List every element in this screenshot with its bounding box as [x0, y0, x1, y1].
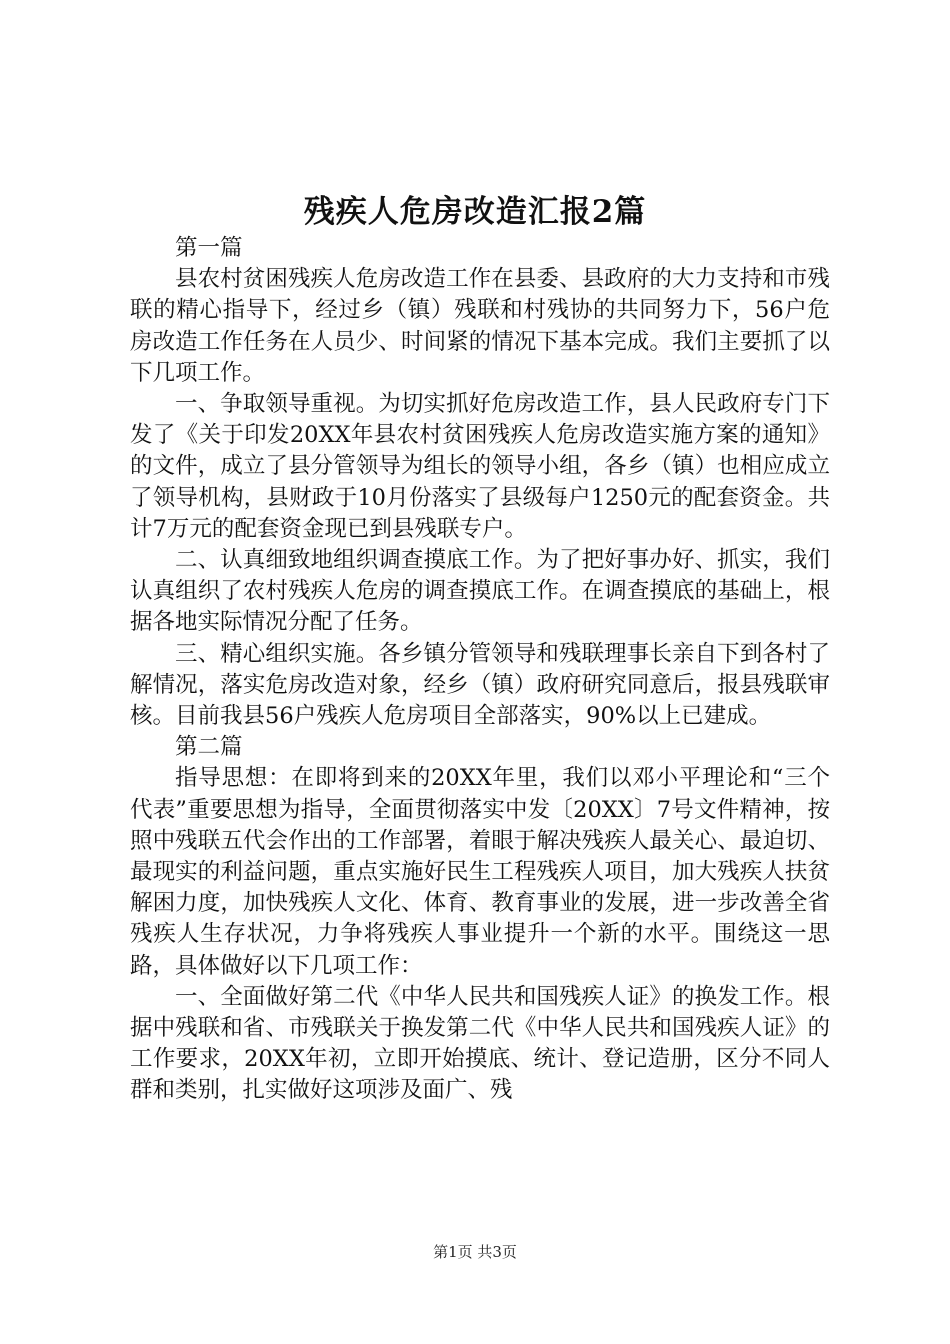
section-heading-1: 第一篇 — [175, 235, 243, 261]
paragraph: 二、认真细致地组织调查摸底工作。为了把好事办好、抓实，我们认真组织了农村残疾人危房的调查摸底工作。在调查摸底的基础上，根据各地实际情况分配了任务。 — [130, 547, 830, 636]
paragraph: 一、全面做好第二代《中华人民共和国残疾人证》的换发工作。根据中残联和省、市残联关于换发第二代《中华人民共和国残疾人证》的工作要求，20XX年初，立即开始摸底、统计、登记造册，区分不同人群和类别，扎实做好这项涉及面广、残 — [130, 983, 830, 1104]
document-body — [130, 233, 830, 1107]
paragraph: 指导思想：在即将到来的20XX年里，我们以邓小平理论和“三个代表”重要思想为指导，全面贯彻落实中发〔20XX〕7号文件精神，按照中残联五代会作出的工作部署，着眼于解决残疾人最关心、最迫切、最现实的利益问题，重点实施好民生工程残疾人项目，加大残疾人扶贫解困力度，加快残疾人文化、体育、教育事业的发展，进一步改善全省残疾人生存状况，力争将残疾人事业提升一个新的水平。围绕这一思路，具体做好以下几项工作： — [130, 765, 830, 979]
paragraph: 一、争取领导重视。为切实抓好危房改造工作，县人民政府专门下发了《关于印发20XX年县农村贫困残疾人危房改造实施方案的通知》的文件，成立了县分管领导为组长的领导小组，各乡（镇）也相应成立了领导机构，县财政于10月份落实了县级每户1250元的配套资金。共计7万元的配套资金现已到县残联专户。 — [130, 391, 830, 542]
paragraph: 县农村贫困残疾人危房改造工作在县委、县政府的大力支持和市残联的精心指导下，经过乡（镇）残联和村残协的共同努力下，56户危房改造工作任务在人员少、时间紧的情况下基本完成。我们主要抓了以下几项工作。 — [130, 266, 830, 386]
section-heading-2: 第二篇 — [175, 734, 243, 761]
document-title: 残疾人危房改造汇报2篇 — [303, 194, 647, 230]
page-footer: 第1页 共3页 — [433, 1243, 517, 1261]
paragraph: 三、精心组织实施。各乡镇分管领导和残联理事长亲自下到各村了解情况，落实危房改造对象，经乡（镇）政府研究同意后，报县残联审核。目前我县56户残疾人危房项目全部落实，90%以上已建成。 — [130, 640, 830, 730]
